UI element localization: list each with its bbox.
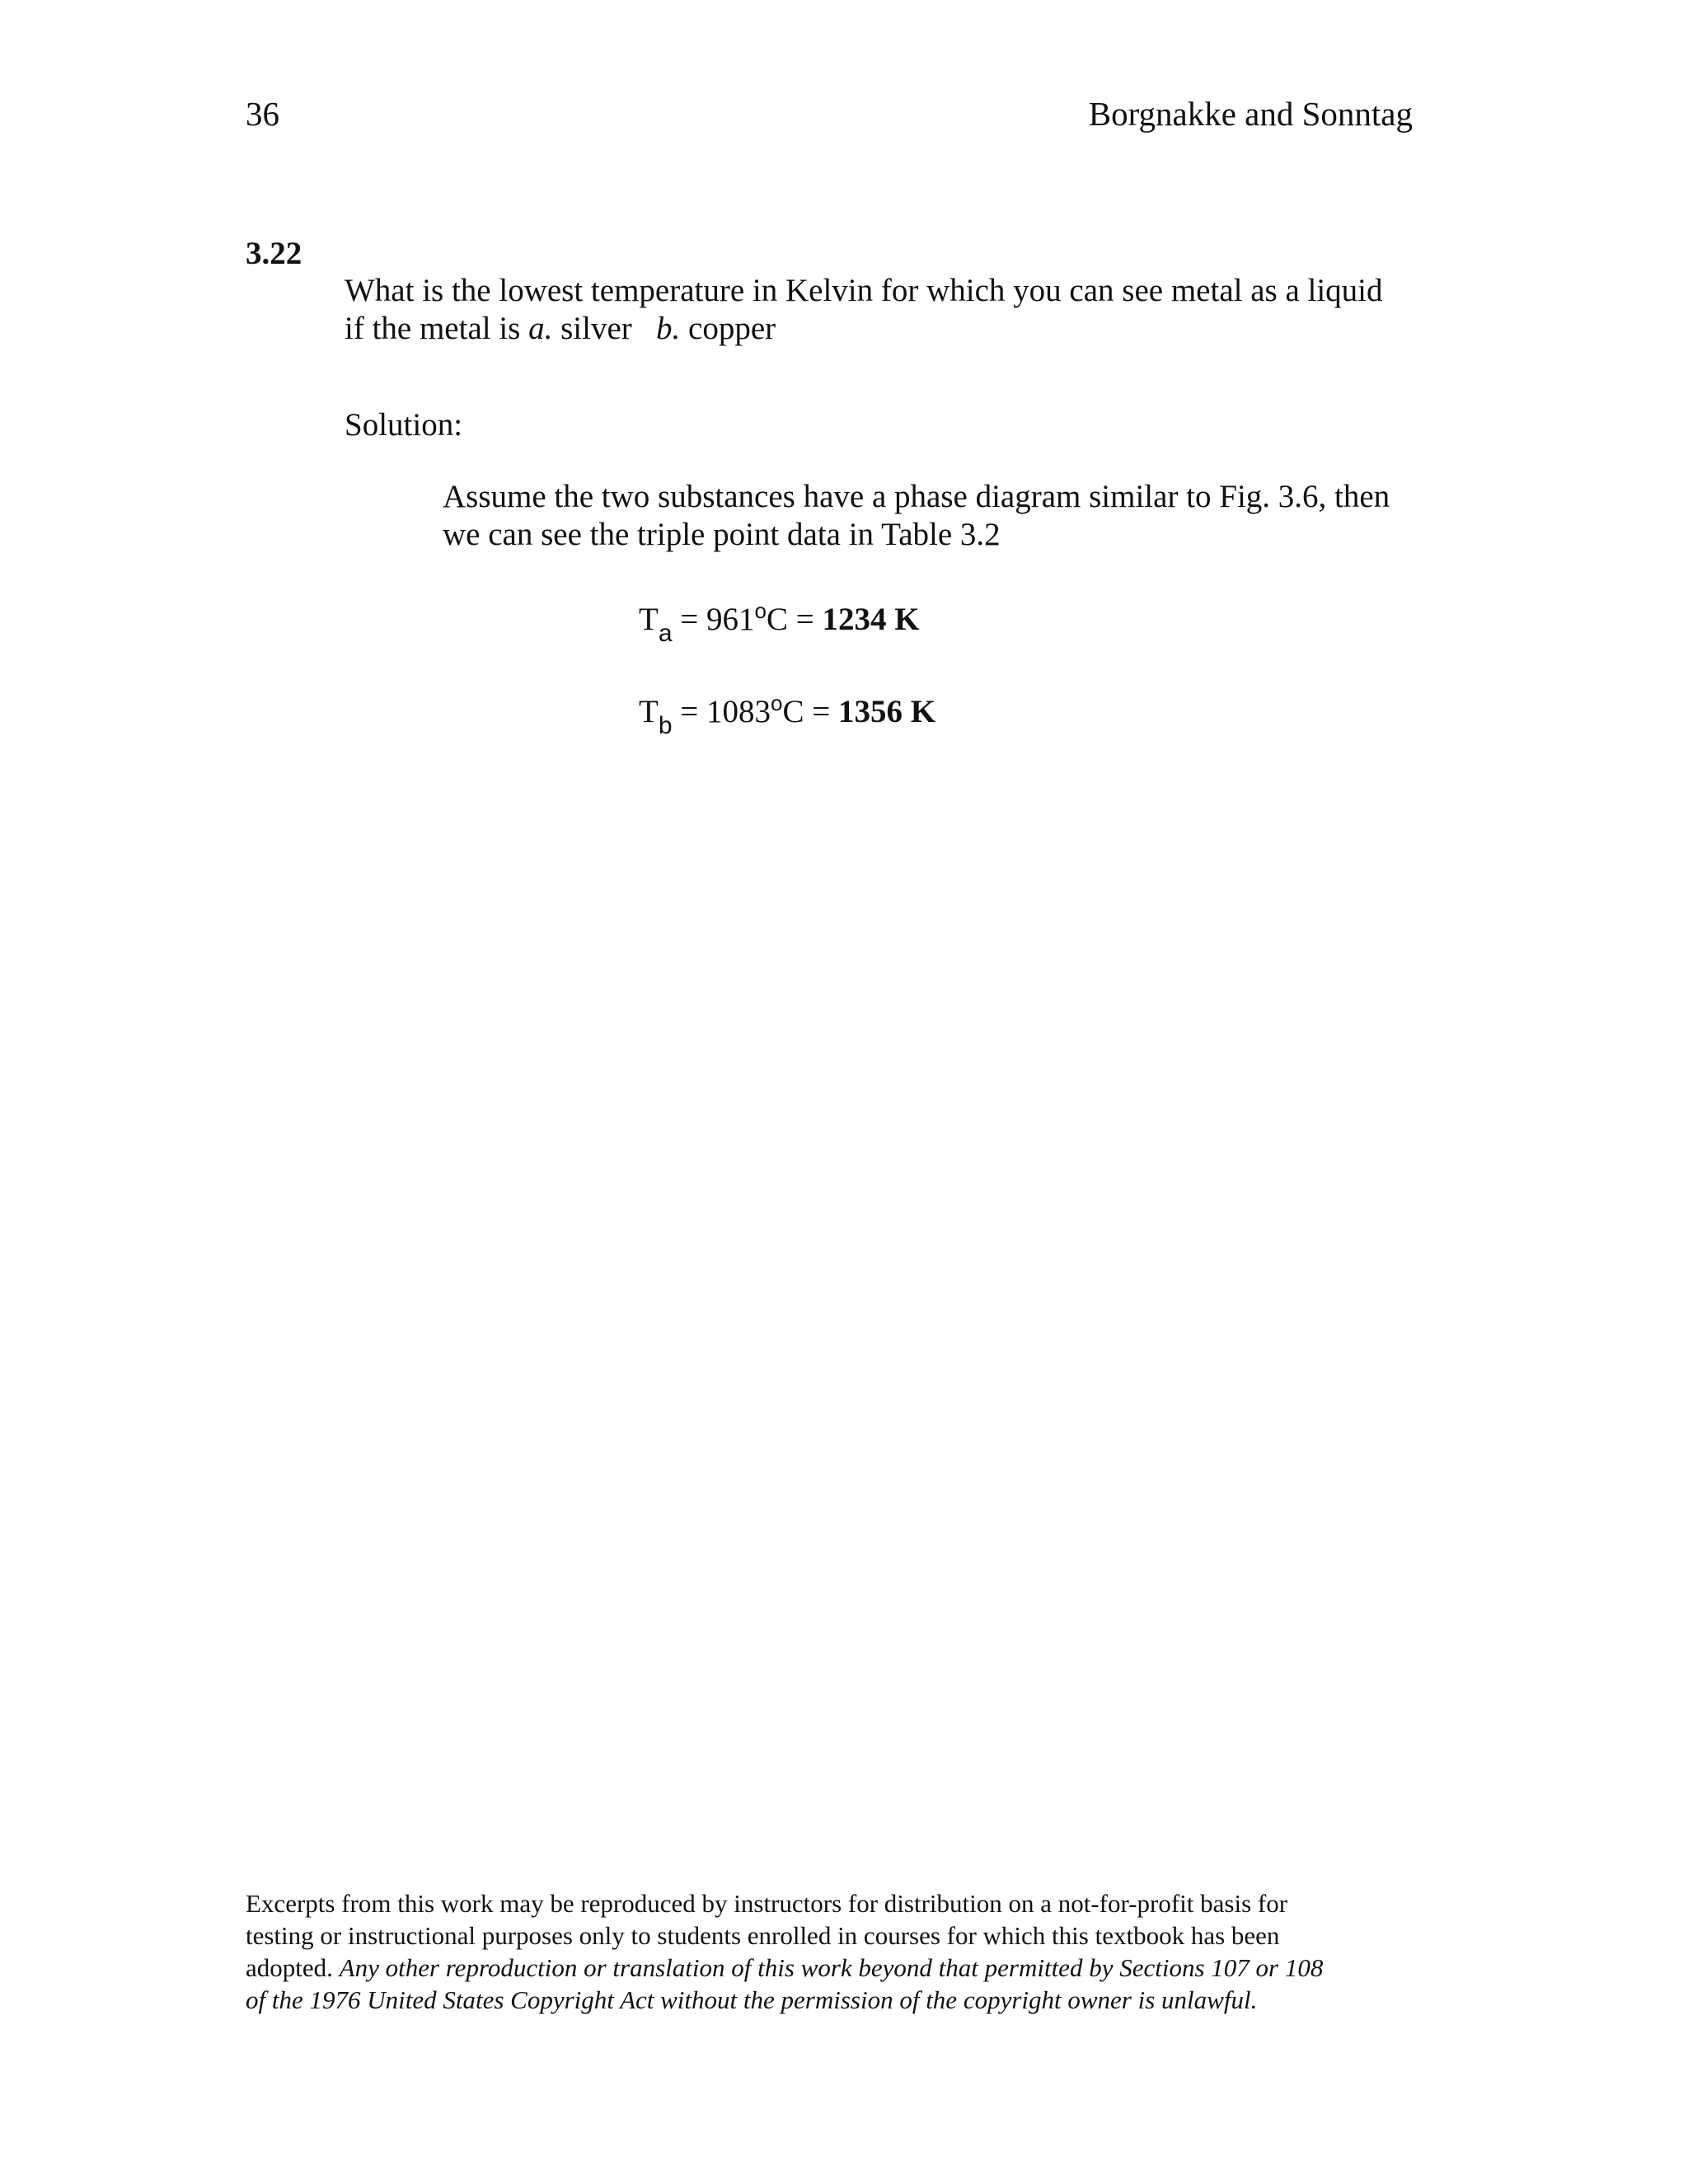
eq-a-degree: o	[754, 598, 767, 623]
option-a-letter: a.	[528, 311, 553, 346]
footer-line-2: testing or instructional purposes only to students enrolled in courses for which this textbook has been	[246, 1921, 1280, 1950]
question-line-2	[345, 310, 1432, 348]
footer-line-3-italic: Any other reproduction or translation of this work beyond that permitted by Sections 107 or 108	[339, 1953, 1324, 1982]
eq-b-unit: C =	[782, 694, 838, 729]
problem-number: 3.22	[246, 236, 302, 271]
eq-a-celsius: = 961	[672, 602, 755, 637]
running-head: Borgnakke and Sonntag	[1088, 95, 1413, 133]
footer-line-4-italic: of the 1976 United States Copyright Act without the permission of the copyright owner is unlawful.	[246, 1985, 1258, 2014]
footer-line-4	[246, 1984, 1449, 2016]
solution-para-line-1: Assume the two substances have a phase diagram similar to Fig. 3.6, then	[443, 479, 1390, 514]
eq-b-subscript: b	[658, 712, 673, 739]
question-prefix: if the metal is	[345, 311, 529, 346]
equation-copper	[639, 691, 936, 739]
footer-line-3	[246, 1952, 1449, 1984]
option-b-text: copper	[680, 311, 776, 346]
problem-question	[345, 272, 1432, 348]
eq-a-kelvin-result: 1234 K	[822, 602, 920, 637]
eq-a-symbol: T	[639, 602, 659, 637]
question-line-1: What is the lowest temperature in Kelvin for which you can see metal as a liquid	[345, 273, 1383, 308]
eq-b-symbol: T	[639, 694, 659, 729]
eq-b-kelvin-result: 1356 K	[838, 694, 936, 729]
solution-label: Solution:	[345, 407, 463, 443]
eq-a-subscript: a	[658, 620, 673, 647]
solution-para-line-2: we can see the triple point data in Table 3.2	[443, 517, 1001, 552]
eq-b-celsius: = 1083	[672, 694, 771, 729]
footer-line-1: Excerpts from this work may be reproduced by instructors for distribution on a not-for-profit basis for	[246, 1889, 1288, 1918]
page-number: 36	[246, 95, 279, 133]
solution-paragraph	[443, 478, 1390, 554]
option-a-text: silver	[552, 311, 657, 346]
footer-line-3-plain: adopted.	[246, 1953, 340, 1982]
copyright-footer	[246, 1887, 1449, 2016]
equation-silver	[639, 598, 920, 647]
option-b-letter: b.	[656, 311, 681, 346]
eq-a-unit: C =	[766, 602, 823, 637]
eq-b-degree: o	[771, 691, 783, 715]
